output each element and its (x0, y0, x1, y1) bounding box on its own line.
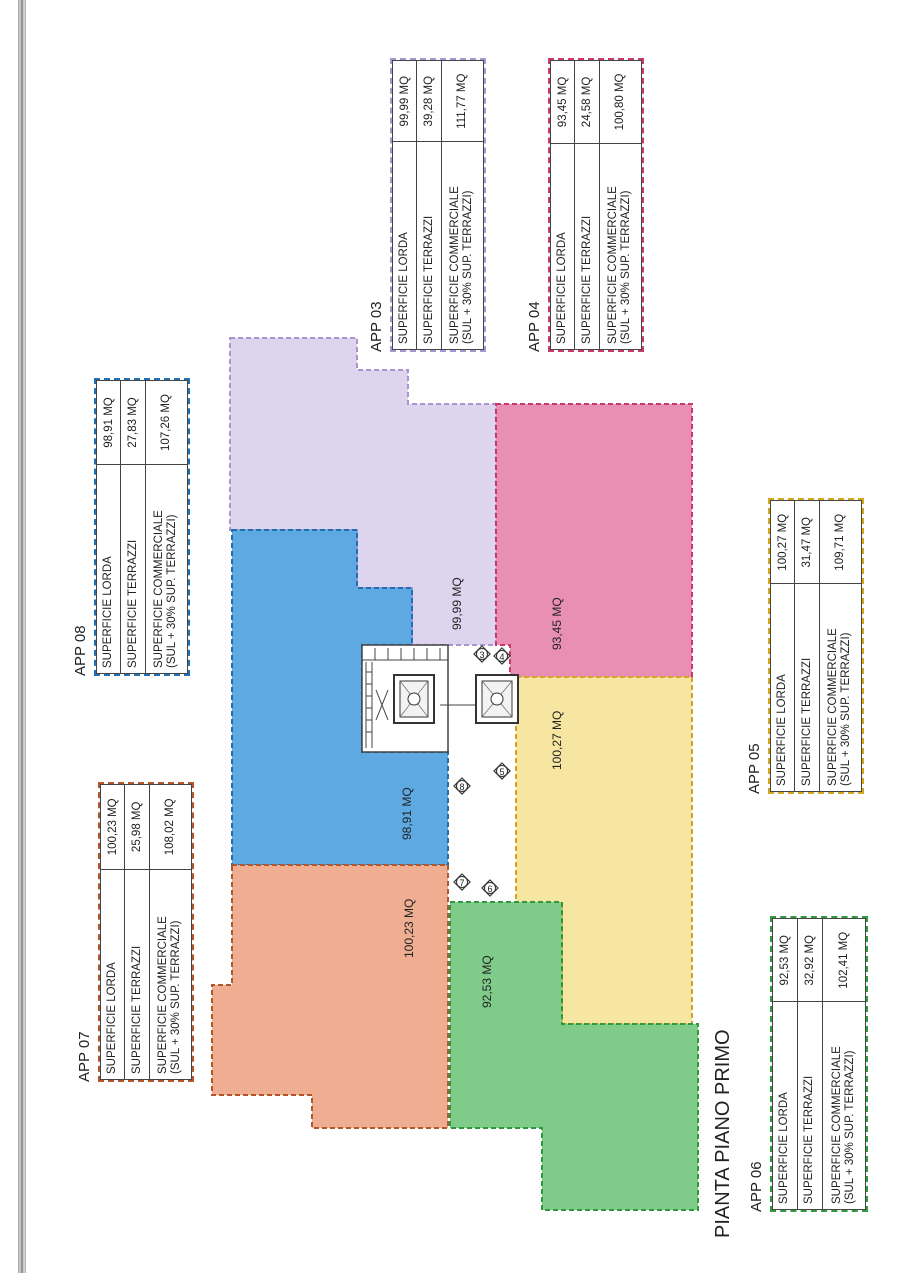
app07-commerciale-value: 108,02 MQ (149, 785, 191, 870)
commerciale-label-line2: (SUL + 30% SUP. TERRAZZI) (170, 920, 183, 1074)
stair-core (362, 645, 518, 752)
app03-lorda-label: SUPERFICIE LORDA (393, 142, 417, 350)
commerciale-label-line2: (SUL + 30% SUP. TERRAZZI) (843, 1050, 856, 1204)
app06-table (748, 916, 868, 1212)
commerciale-label-line1: SUPERFICIE COMMERCIALE (449, 186, 462, 344)
commerciale-label-line1: SUPERFICIE COMMERCIALE (827, 628, 840, 786)
app04-lorda-value: 93,45 MQ (551, 61, 575, 144)
app08-area-label-wrap (398, 787, 416, 840)
entrance-marker-4-label: 4 (499, 652, 505, 662)
app06-terrazzi-label: SUPERFICIE TERRAZZI (797, 1002, 822, 1210)
app06-terrazzi-value: 32,92 MQ (797, 919, 822, 1002)
app05-commerciale-value: 109,71 MQ (819, 501, 861, 584)
commerciale-label-line1: SUPERFICIE COMMERCIALE (830, 1046, 843, 1204)
entrance-marker-4 (494, 648, 510, 664)
app05-terrazzi-value: 31,47 MQ (795, 501, 819, 584)
commerciale-label-line1: SUPERFICIE COMMERCIALE (153, 510, 166, 668)
app03-terrazzi-value: 39,28 MQ (417, 61, 441, 142)
app03-area-label: 99,99 MQ (450, 577, 464, 630)
app08-terrazzi-label: SUPERFICIE TERRAZZI (121, 465, 145, 674)
app08-lorda-value: 98,91 MQ (97, 381, 121, 465)
app03-area-label-wrap (448, 577, 466, 630)
entrance-marker-8 (454, 778, 470, 794)
app03-table (368, 58, 486, 352)
app08-terrazzi-value: 27,83 MQ (121, 381, 145, 465)
app04-area-label: 93,45 MQ (550, 597, 564, 650)
app06-lorda-value: 92,53 MQ (773, 919, 798, 1002)
app04-table-wrap (526, 58, 644, 352)
app03-commerciale-label (441, 142, 483, 350)
commerciale-label-line1: SUPERFICIE COMMERCIALE (607, 186, 620, 344)
entrance-marker-3-label: 3 (479, 650, 485, 660)
commerciale-label-line1: SUPERFICIE COMMERCIALE (157, 916, 170, 1074)
app07-area-label: 100,23 MQ (402, 898, 416, 958)
app06-area-label-wrap (478, 955, 496, 1008)
app06-lorda-label: SUPERFICIE LORDA (773, 1002, 798, 1210)
app04-lorda-label: SUPERFICIE LORDA (551, 143, 575, 349)
app05-table-wrap (746, 498, 864, 794)
app05-area-label: 100,27 MQ (550, 710, 564, 770)
app05-lorda-label: SUPERFICIE LORDA (771, 584, 795, 792)
entrance-marker-5 (494, 763, 510, 779)
app08-title: APP 08 (72, 625, 89, 676)
app04-region (496, 404, 692, 677)
app03-lorda-value: 99,99 MQ (393, 61, 417, 142)
entrance-marker-7-label: 7 (459, 878, 465, 888)
app06-commerciale-label (822, 1002, 865, 1210)
app05-terrazzi-label: SUPERFICIE TERRAZZI (795, 584, 819, 792)
app06-commerciale-value: 102,41 MQ (822, 919, 865, 1002)
app04-area-label-wrap (548, 597, 566, 650)
app05-title: APP 05 (746, 743, 763, 794)
app08-table (72, 378, 190, 676)
app07-terrazzi-label: SUPERFICIE TERRAZZI (125, 869, 149, 1079)
page-title: PIANTA PIANO PRIMO (712, 1029, 734, 1238)
app04-commerciale-value: 100,80 MQ (599, 61, 641, 144)
commerciale-label-line2: (SUL + 30% SUP. TERRAZZI) (620, 190, 633, 344)
app04-terrazzi-value: 24,58 MQ (575, 61, 599, 144)
app07-terrazzi-value: 25,98 MQ (125, 785, 149, 870)
commerciale-label-line2: (SUL + 30% SUP. TERRAZZI) (462, 190, 475, 344)
app08-commerciale-value: 107,26 MQ (145, 381, 187, 465)
app08-area-label: 98,91 MQ (400, 787, 414, 840)
app04-title: APP 04 (526, 301, 543, 352)
app04-table (526, 58, 644, 352)
app04-terrazzi-label: SUPERFICIE TERRAZZI (575, 143, 599, 349)
commerciale-label-line2: (SUL + 30% SUP. TERRAZZI) (840, 632, 853, 786)
app05-area-label-wrap (548, 711, 566, 770)
app05-commerciale-label (819, 584, 861, 792)
app06-table-wrap (748, 916, 868, 1212)
app03-terrazzi-label: SUPERFICIE TERRAZZI (417, 142, 441, 350)
app07-table-wrap (76, 782, 194, 1082)
app07-lorda-label: SUPERFICIE LORDA (101, 869, 125, 1079)
entrance-marker-8-label: 8 (459, 782, 465, 792)
entrance-marker-6 (482, 880, 498, 896)
app04-commerciale-label (599, 143, 641, 349)
app07-table (76, 782, 194, 1082)
page-title-wrap (712, 1029, 735, 1238)
commerciale-label-line2: (SUL + 30% SUP. TERRAZZI) (166, 514, 179, 668)
app07-area-label-wrap (400, 899, 418, 958)
app03-commerciale-value: 111,77 MQ (441, 61, 483, 142)
app05-lorda-value: 100,27 MQ (771, 501, 795, 584)
app05-table (746, 498, 864, 794)
app07-lorda-value: 100,23 MQ (101, 785, 125, 870)
app06-area-label: 92,53 MQ (480, 955, 494, 1008)
entrance-marker-3 (474, 646, 490, 662)
app07-commerciale-label (149, 869, 191, 1079)
entrance-marker-7 (454, 874, 470, 890)
app03-title: APP 03 (368, 301, 385, 352)
app08-commerciale-label (145, 465, 187, 674)
app07-title: APP 07 (76, 1031, 93, 1082)
entrance-marker-6-label: 6 (487, 884, 493, 894)
app03-table-wrap (368, 58, 486, 352)
app08-lorda-label: SUPERFICIE LORDA (97, 465, 121, 674)
app06-title: APP 06 (748, 1161, 765, 1212)
app08-table-wrap (72, 378, 190, 676)
entrance-marker-5-label: 5 (499, 767, 505, 777)
